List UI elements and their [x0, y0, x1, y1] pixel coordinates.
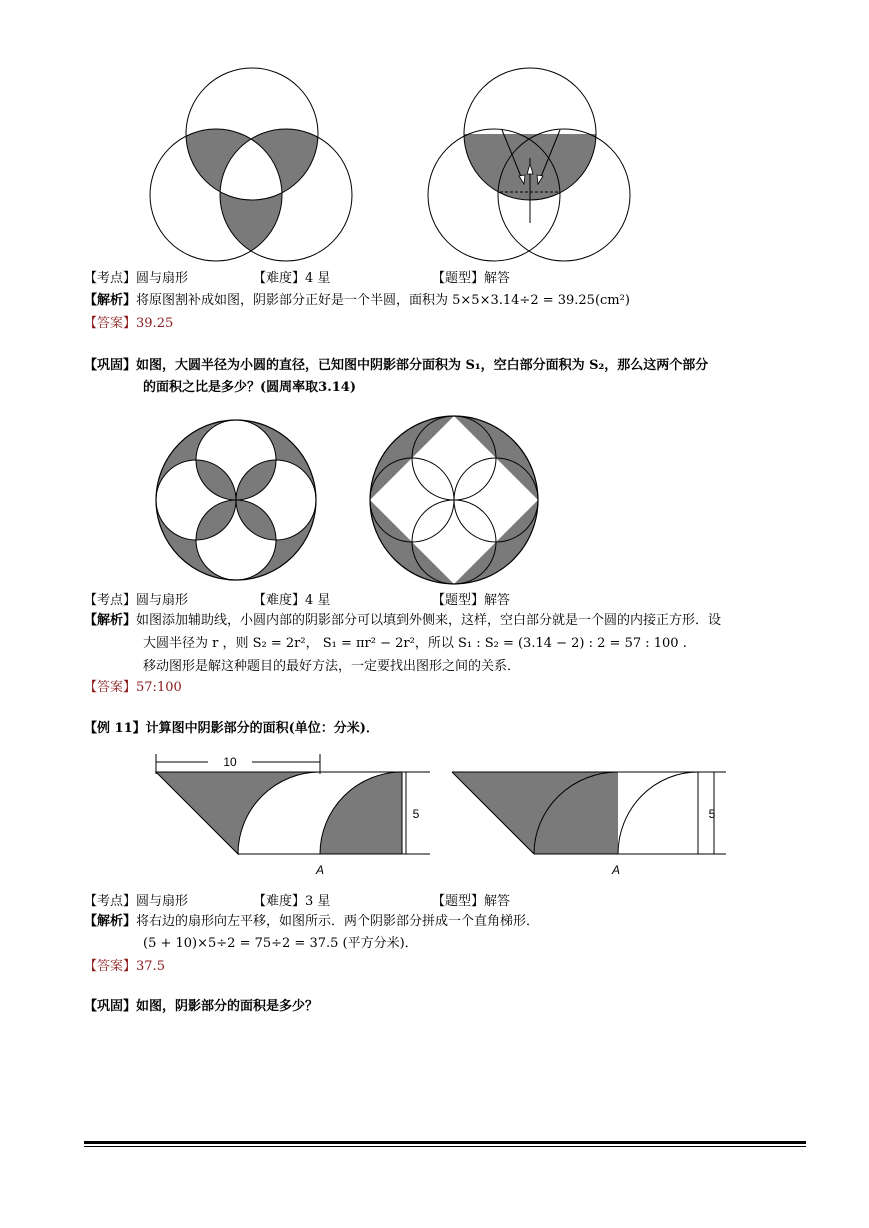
analysis-tag: 【解析】 [84, 293, 137, 308]
answer-tag: 【答案】 [84, 316, 137, 331]
question-2 [84, 357, 708, 375]
tixing-tag: 【题型】 [432, 894, 485, 909]
analysis-tag: 【解析】 [84, 613, 137, 628]
label-ten: 10 [223, 755, 237, 769]
question-tag: 【巩固】 [84, 999, 137, 1014]
figure-four-circles-left [154, 418, 318, 582]
question-text-line1: 如图，大圆半径为小圆的直径，已知图中阴影部分面积为 S₁，空白部分面积为 S₂，那么这两个部分 [136, 358, 709, 373]
analysis-text-line2: (5 + 10)×5÷2 = 75÷2 = 37.5 (平方分米)． [143, 936, 418, 951]
tixing-value: 解答 [484, 593, 511, 608]
nandu-tag: 【难度】 [253, 593, 306, 608]
analysis-1 [84, 292, 630, 310]
figure-three-circles-left [150, 68, 355, 263]
nandu-tag: 【难度】 [253, 271, 306, 286]
answer-tag: 【答案】 [84, 680, 137, 695]
answer-value: 39.25 [136, 316, 174, 331]
tixing-tag: 【题型】 [432, 593, 485, 608]
nandu-value: 3 星 [305, 894, 331, 909]
kaodian-tag: 【考点】 [84, 593, 137, 608]
tixing-value: 解答 [484, 894, 511, 909]
analysis-tag: 【解析】 [84, 914, 137, 929]
figure-trapezoid-left [150, 752, 440, 882]
figure-three-circles-right [428, 68, 633, 263]
analysis-text: 将原图割补成如图，阴影部分正好是一个半圆，面积为 5×5×3.14÷2 = 39.25(cm²) [136, 293, 630, 308]
footer-rule-thin [84, 1146, 806, 1147]
label-a-right: A [611, 863, 621, 877]
figure-trapezoid-right [450, 752, 740, 882]
tixing-value: 解答 [484, 271, 511, 286]
kaodian-value: 圆与扇形 [136, 894, 189, 909]
kaodian-value: 圆与扇形 [136, 593, 189, 608]
nandu-value: 4 星 [305, 593, 331, 608]
question-tag: 【例 11】 [84, 721, 146, 736]
analysis-text-line1: 如图添加辅助线，小圆内部的阴影部分可以填到外侧来，这样，空白部分就是一个圆的内接正方形．设 [136, 613, 722, 628]
question-text-line2: 的面积之比是多少？(圆周率取3.14) [143, 380, 356, 395]
answer-value: 57:100 [136, 680, 182, 695]
kaodian-value: 圆与扇形 [136, 271, 189, 286]
figure-four-circles-right [368, 414, 540, 586]
analysis-text-line3: 移动图形是解这种题目的最好方法，一定要找出图形之间的关系． [143, 659, 521, 674]
analysis-text-line2: 大圆半径为 r ，则 S₂ = 2r²， S₁ = πr² − 2r²，所以 S₁ : S₂ = (3.14 − 2) : 2 = 57 : 100 . [143, 636, 687, 651]
question-tag: 【巩固】 [84, 358, 137, 373]
meta-row-1 [84, 270, 188, 288]
kaodian-tag: 【考点】 [84, 271, 137, 286]
nandu-tag: 【难度】 [253, 894, 306, 909]
kaodian-tag: 【考点】 [84, 894, 137, 909]
analysis-text-line1: 将右边的扇形向左平移，如图所示．两个阴影部分拼成一个直角梯形． [136, 914, 540, 929]
nandu-value: 4 星 [305, 271, 331, 286]
answer-1 [84, 315, 173, 333]
footer-rule [84, 1141, 806, 1144]
label-a-left: A [315, 863, 325, 877]
answer-value: 37.5 [136, 959, 165, 974]
answer-tag: 【答案】 [84, 959, 137, 974]
question-text: 计算图中阴影部分的面积(单位：分米)． [145, 721, 379, 736]
label-five-right: 5 [708, 807, 716, 821]
question-text: 如图，阴影部分的面积是多少？ [136, 999, 319, 1014]
tixing-tag: 【题型】 [432, 271, 485, 286]
label-five-left: 5 [412, 807, 420, 821]
